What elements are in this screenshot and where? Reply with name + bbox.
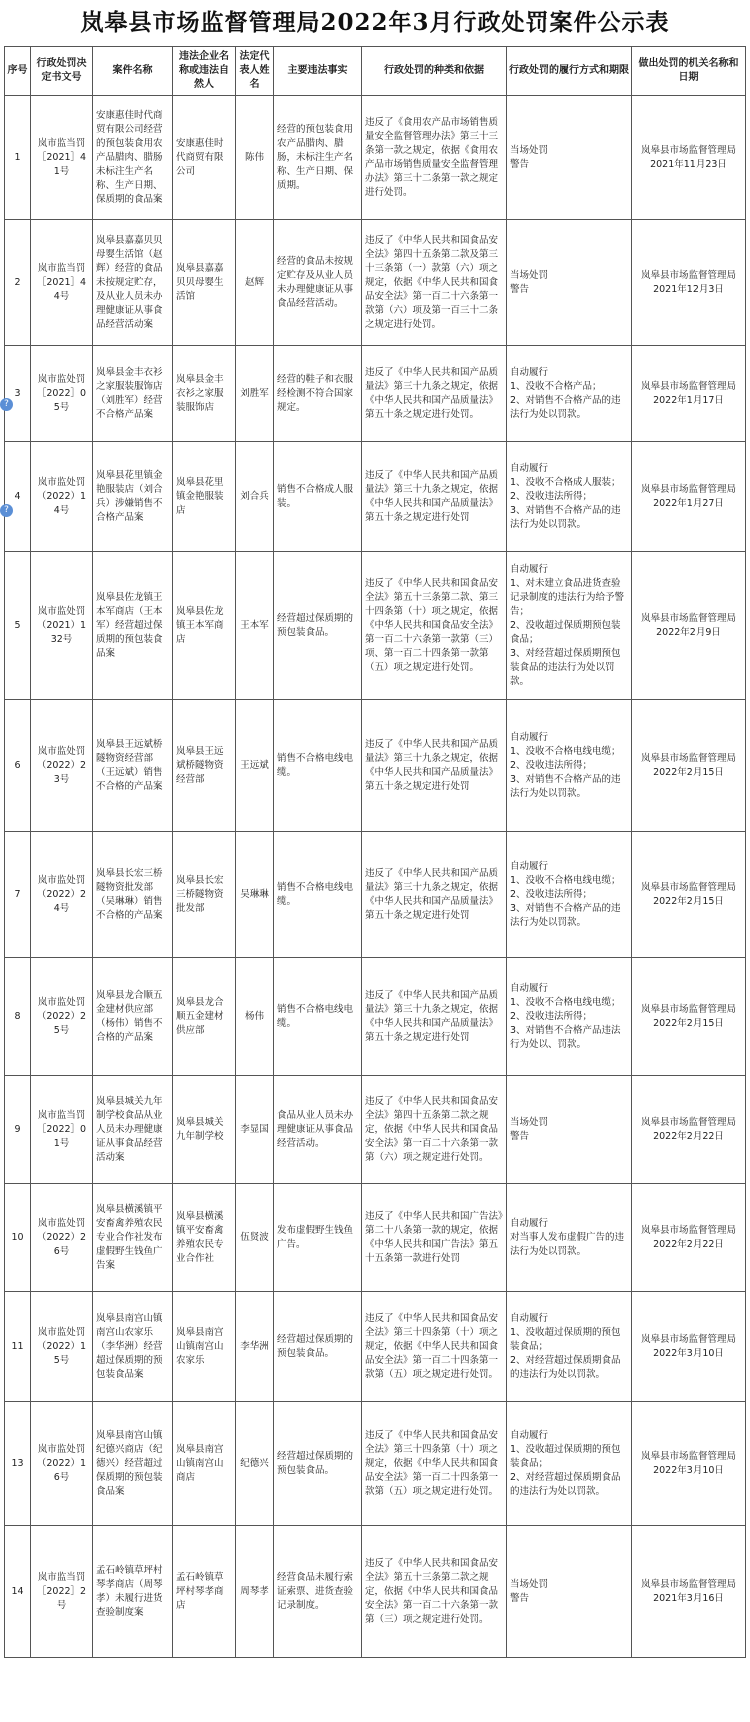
row-number: 4: [5, 442, 31, 552]
row-number: 6: [5, 700, 31, 832]
page-title: 岚皋县市场监督管理局2022年3月行政处罚案件公示表: [80, 9, 670, 36]
penalty-basis: 违反了《中华人民共和国食品安全法》第四十五条第二款之规定，依据《中华人民共和国食品安全法》第一百二十六条第一款第（六）项之规定进行处罚。: [362, 1076, 507, 1184]
legal-representative: 王远斌: [236, 700, 274, 832]
authority-and-date: 岚皋县市场监督管理局 2022年1月27日: [632, 442, 746, 552]
decision-number: 岚市监当罚［2022］01号: [31, 1076, 93, 1184]
penalty-basis: 违反了《中华人民共和国产品质量法》第三十九条之规定，依据《中华人民共和国产品质量法》第五十条之规定进行处罚: [362, 700, 507, 832]
decision-number: 岚市监处罚（2022）14号: [31, 442, 93, 552]
violation-facts: 经营超过保质期的预包装食品。: [274, 1292, 362, 1402]
performance-method: 自动履行 1、对未建立食品进货查验记录制度的违法行为给予警告； 2、没收超过保质期预包装食品； 3、对经营超过保质期预包装食品的违法行为处以罚款。: [507, 552, 632, 700]
legal-representative: 刘胜军: [236, 346, 274, 442]
decision-number: 岚市监处罚（2022）23号: [31, 700, 93, 832]
table-row: [5, 1402, 746, 1526]
row-number: 13: [5, 1402, 31, 1526]
column-header: 行政处罚的种类和依据: [362, 47, 507, 96]
violation-facts: 经营的鞋子和衣服经检测不符合国家规定。: [274, 346, 362, 442]
case-name: 岚皋县龙合顺五金建材供应部（杨伟）销售不合格的产品案: [93, 958, 173, 1076]
violation-facts: 销售不合格电线电缆。: [274, 700, 362, 832]
case-name: 岚皋县南宫山镇纪德兴商店（纪德兴）经营超过保质期的预包装食品案: [93, 1402, 173, 1526]
column-header: 主要违法事实: [274, 47, 362, 96]
case-name: 岚皋县嘉嘉贝贝母婴生活馆（赵辉）经营的食品未按规定贮存，及从业人员未办理健康证从事食品经营活动案: [93, 220, 173, 346]
penalty-basis: 违反了《中华人民共和国食品安全法》第五十三条第二款、第三十四条第（十）项之规定，依据《中华人民共和国食品安全法》第一百二十六条第一款第（三）项、第一百二十四条第一款第（五）项之规定进行处罚。: [362, 552, 507, 700]
penalty-basis: 违反了《中华人民共和国产品质量法》第三十九条之规定，依据《中华人民共和国产品质量法》第五十条之规定进行处罚: [362, 958, 507, 1076]
table-row: [5, 552, 746, 700]
violator-name: 岚皋县花里镇金艳服装店: [173, 442, 236, 552]
row-number: 1: [5, 96, 31, 220]
table-row: [5, 832, 746, 958]
violator-name: 岚皋县横溪镇平安畜禽养殖农民专业合作社: [173, 1184, 236, 1292]
violation-facts: 经营的预包装食用农产品腊肉、腊肠，未标注生产名称、生产日期、保质期。: [274, 96, 362, 220]
column-header: 违法企业名称或违法自然人: [173, 47, 236, 96]
violation-facts: 销售不合格电线电缆。: [274, 958, 362, 1076]
authority-and-date: 岚皋县市场监督管理局 2022年2月15日: [632, 700, 746, 832]
penalty-table: [4, 46, 746, 1658]
performance-method: 自动履行 1、没收超过保质期的预包装食品； 2、对经营超过保质期食品的违法行为处以罚款。: [507, 1402, 632, 1526]
performance-method: 自动履行 1、没收不合格电线电缆； 2、没收违法所得； 3、对销售不合格产品的违法行为处以罚款。: [507, 832, 632, 958]
legal-representative: 刘合兵: [236, 442, 274, 552]
row-number: 3: [5, 346, 31, 442]
row-number: 8: [5, 958, 31, 1076]
performance-method: 当场处罚 警告: [507, 96, 632, 220]
legal-representative: 李华洲: [236, 1292, 274, 1402]
performance-method: 自动履行 对当事人发布虚假广告的违法行为处以罚款。: [507, 1184, 632, 1292]
violation-facts: 发布虚假野生钱鱼广告。: [274, 1184, 362, 1292]
decision-number: 岚市监当罚［2021］44号: [31, 220, 93, 346]
penalty-basis: 违反了《中华人民共和国产品质量法》第三十九条之规定，依据《中华人民共和国产品质量法》第五十条之规定进行处罚: [362, 442, 507, 552]
performance-method: 自动履行 1、没收不合格电线电缆； 2、没收违法所得； 3、对销售不合格产品违法行为处以、罚款。: [507, 958, 632, 1076]
table-row: [5, 442, 746, 552]
authority-and-date: 岚皋县市场监督管理局 2022年3月10日: [632, 1402, 746, 1526]
table-row: [5, 1076, 746, 1184]
authority-and-date: 岚皋县市场监督管理局 2021年3月16日: [632, 1526, 746, 1658]
decision-number: 岚市监处罚（2021）132号: [31, 552, 93, 700]
row-number: 11: [5, 1292, 31, 1402]
column-header: 行政处罚决定书文号: [31, 47, 93, 96]
performance-method: 当场处罚 警告: [507, 1076, 632, 1184]
violator-name: 岚皋县南宫山镇南宫山商店: [173, 1402, 236, 1526]
case-name: 岚皋县长宏三桥隧物资批发部（吴琳琳）销售不合格的产品案: [93, 832, 173, 958]
table-row: [5, 1292, 746, 1402]
authority-and-date: 岚皋县市场监督管理局 2022年2月9日: [632, 552, 746, 700]
decision-number: 岚市监处罚（2022）24号: [31, 832, 93, 958]
violation-facts: 食品从业人员未办理健康证从事食品经营活动。: [274, 1076, 362, 1184]
row-number: 7: [5, 832, 31, 958]
table-row: [5, 346, 746, 442]
performance-method: 自动履行 1、没收不合格产品； 2、对销售不合格产品的违法行为处以罚款。: [507, 346, 632, 442]
legal-representative: 王本军: [236, 552, 274, 700]
violation-facts: 经营食品未履行索证索票、进货查验记录制度。: [274, 1526, 362, 1658]
authority-and-date: 岚皋县市场监督管理局 2022年2月22日: [632, 1184, 746, 1292]
help-icon[interactable]: ?: [0, 504, 13, 517]
legal-representative: 周琴孝: [236, 1526, 274, 1658]
case-name: 岚皋县金丰衣衫之家服装服饰店（刘胜军）经营不合格产品案: [93, 346, 173, 442]
decision-number: 岚市监当罚［2021］41号: [31, 96, 93, 220]
penalty-basis: 违反了《食用农产品市场销售质量安全监督管理办法》第三十三条第一款之规定，依据《食用农产品市场销售质量安全监督管理办法》第三十二条第一款之规定进行处罚。: [362, 96, 507, 220]
legal-representative: 赵辉: [236, 220, 274, 346]
column-header: 行政处罚的履行方式和期限: [507, 47, 632, 96]
row-number: 9: [5, 1076, 31, 1184]
row-number: 14: [5, 1526, 31, 1658]
legal-representative: 伍贤波: [236, 1184, 274, 1292]
performance-method: 自动履行 1、没收不合格电线电缆； 2、没收违法所得； 3、对销售不合格产品的违法行为处以罚款。: [507, 700, 632, 832]
case-name: 岚皋县南宫山镇南宫山农家乐（李华洲）经营超过保质期的预包装食品案: [93, 1292, 173, 1402]
case-name: 岚皋县城关九年制学校食品从业人员未办理健康证从事食品经营活动案: [93, 1076, 173, 1184]
table-row: [5, 220, 746, 346]
help-icon[interactable]: ?: [0, 398, 13, 411]
authority-and-date: 岚皋县市场监督管理局 2022年2月15日: [632, 832, 746, 958]
authority-and-date: 岚皋县市场监督管理局 2021年12月3日: [632, 220, 746, 346]
column-header: 做出处罚的机关名称和日期: [632, 47, 746, 96]
violation-facts: 销售不合格电线电缆。: [274, 832, 362, 958]
row-number: 5: [5, 552, 31, 700]
penalty-basis: 违反了《中华人民共和国食品安全法》第三十四条第（十）项之规定，依据《中华人民共和国食品安全法》第一百二十四条第一款第（五）项之规定进行处罚。: [362, 1292, 507, 1402]
column-header: 案件名称: [93, 47, 173, 96]
table-row: [5, 1184, 746, 1292]
decision-number: 岚市监处罚（2022）26号: [31, 1184, 93, 1292]
violator-name: 安康惠佳时代商贸有限公司: [173, 96, 236, 220]
case-name: 岚皋县佐龙镇王本军商店（王本军）经营超过保质期的预包装食品案: [93, 552, 173, 700]
case-name: 岚皋县横溪镇平安畜禽养殖农民专业合作社发布虚假野生钱鱼广告案: [93, 1184, 173, 1292]
decision-number: 岚市监处罚（2022）16号: [31, 1402, 93, 1526]
column-header: 序号: [5, 47, 31, 96]
performance-method: 当场处罚 警告: [507, 220, 632, 346]
penalty-basis: 违反了《中华人民共和国产品质量法》第三十九条之规定，依据《中华人民共和国产品质量法》第五十条之规定进行处罚: [362, 832, 507, 958]
violation-facts: 销售不合格成人服装。: [274, 442, 362, 552]
case-name: 岚皋县花里镇金艳服装店（刘合兵）涉嫌销售不合格产品案: [93, 442, 173, 552]
violator-name: 岚皋县龙合顺五金建材供应部: [173, 958, 236, 1076]
performance-method: 当场处罚 警告: [507, 1526, 632, 1658]
table-row: [5, 1526, 746, 1658]
violation-facts: 经营超过保质期的预包装食品。: [274, 552, 362, 700]
violator-name: 岚皋县王远斌桥隧物资经营部: [173, 700, 236, 832]
legal-representative: 李显国: [236, 1076, 274, 1184]
penalty-basis: 违反了《中华人民共和国食品安全法》第五十三条第二款之规定，依据《中华人民共和国食品安全法》第一百二十六条第一款第（三）项之规定进行处罚。: [362, 1526, 507, 1658]
decision-number: 岚市监处罚（2022）15号: [31, 1292, 93, 1402]
violation-facts: 经营的食品未按规定贮存及从业人员未办理健康证从事食品经营活动。: [274, 220, 362, 346]
violator-name: 孟石岭镇草坪村琴孝商店: [173, 1526, 236, 1658]
authority-and-date: 岚皋县市场监督管理局 2022年2月22日: [632, 1076, 746, 1184]
table-header-row: [5, 47, 746, 96]
legal-representative: 陈伟: [236, 96, 274, 220]
authority-and-date: 岚皋县市场监督管理局 2021年11月23日: [632, 96, 746, 220]
decision-number: 岚市监处罚［2022］05号: [31, 346, 93, 442]
row-number: 10: [5, 1184, 31, 1292]
violator-name: 岚皋县城关九年制学校: [173, 1076, 236, 1184]
violator-name: 岚皋县金丰衣衫之家服装服饰店: [173, 346, 236, 442]
violator-name: 岚皋县长宏三桥隧物资批发部: [173, 832, 236, 958]
decision-number: 岚市监处罚（2022）25号: [31, 958, 93, 1076]
performance-method: 自动履行 1、没收不合格成人服装； 2、没收违法所得； 3、对销售不合格产品的违法行为处以罚款。: [507, 442, 632, 552]
penalty-basis: 违反了《中华人民共和国广告法》第二十八条第一款的规定，依据《中华人民共和国广告法》第五十五条第一款进行处罚: [362, 1184, 507, 1292]
case-name: 安康惠佳时代商贸有限公司经营的预包装食用农产品腊肉、腊肠未标注生产名称、生产日期、保质期的食品案: [93, 96, 173, 220]
decision-number: 岚市监当罚［2022］2号: [31, 1526, 93, 1658]
column-header: 法定代表人姓名: [236, 47, 274, 96]
violation-facts: 经营超过保质期的预包装食品。: [274, 1402, 362, 1526]
violator-name: 岚皋县嘉嘉贝贝母婴生活馆: [173, 220, 236, 346]
case-name: 孟石岭镇草坪村琴孝商店（周琴孝）未履行进货查验制度案: [93, 1526, 173, 1658]
legal-representative: 纪德兴: [236, 1402, 274, 1526]
table-row: [5, 700, 746, 832]
table-row: [5, 958, 746, 1076]
penalty-basis: 违反了《中华人民共和国食品安全法》第三十四条第（十）项之规定，依据《中华人民共和国食品安全法》第一百二十四条第一款第（五）项之规定进行处罚。: [362, 1402, 507, 1526]
legal-representative: 吴琳琳: [236, 832, 274, 958]
legal-representative: 杨伟: [236, 958, 274, 1076]
performance-method: 自动履行 1、没收超过保质期的预包装食品； 2、对经营超过保质期食品的违法行为处以罚款。: [507, 1292, 632, 1402]
table-row: [5, 96, 746, 220]
authority-and-date: 岚皋县市场监督管理局 2022年1月17日: [632, 346, 746, 442]
authority-and-date: 岚皋县市场监督管理局 2022年3月10日: [632, 1292, 746, 1402]
row-number: 2: [5, 220, 31, 346]
violator-name: 岚皋县佐龙镇王本军商店: [173, 552, 236, 700]
case-name: 岚皋县王远斌桥隧物资经营部（王远斌）销售不合格的产品案: [93, 700, 173, 832]
penalty-basis: 违反了《中华人民共和国产品质量法》第三十九条之规定，依据《中华人民共和国产品质量法》第五十条之规定进行处罚。: [362, 346, 507, 442]
violator-name: 岚皋县南宫山镇南宫山农家乐: [173, 1292, 236, 1402]
authority-and-date: 岚皋县市场监督管理局 2022年2月15日: [632, 958, 746, 1076]
penalty-basis: 违反了《中华人民共和国食品安全法》第四十五条第二款及第三十三条第（一）款第（六）项之规定，依据《中华人民共和国食品安全法》第一百二十六条第一款第（六）项及第一百三十二条之规定进行处罚。: [362, 220, 507, 346]
